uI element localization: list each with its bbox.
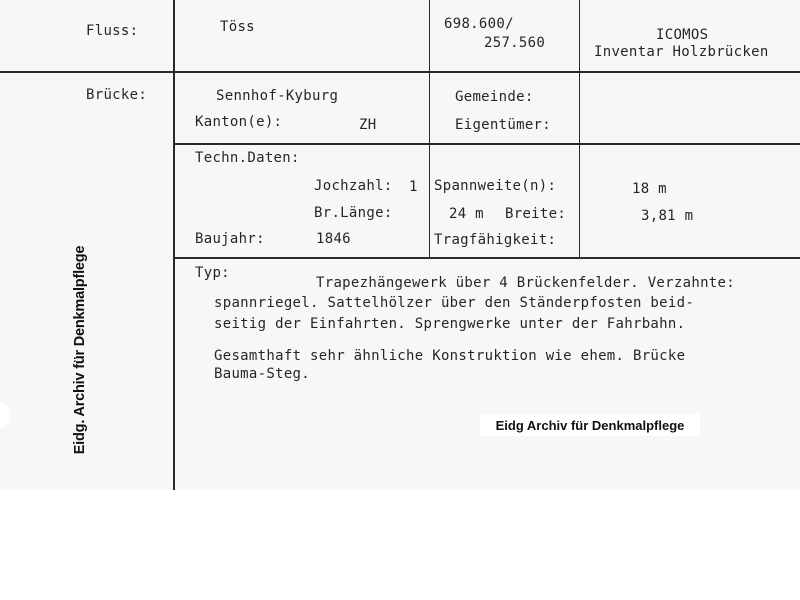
- vline-main: [173, 0, 175, 490]
- bridge-name: Sennhof-Kyburg: [216, 88, 339, 104]
- span-width-label: Spannweite(n):: [434, 178, 557, 194]
- coordinates-line1: 698.600/: [444, 16, 514, 32]
- type-line-4: Gesamthaft sehr ähnliche Konstruktion wie ehem. Brücke: [214, 348, 686, 364]
- spans-label: Jochzahl:: [314, 178, 393, 194]
- vline-right: [579, 0, 580, 258]
- capacity-label: Tragfähigkeit:: [434, 232, 557, 248]
- canton-label: Kanton(e):: [195, 114, 283, 130]
- divider-header: [0, 71, 800, 73]
- length-value: 24 m: [449, 206, 484, 222]
- tech-heading: Techn.Daten:: [195, 150, 300, 166]
- type-line-3: seitig der Einfahrten. Sprengwerke unter der Fahrbahn.: [214, 316, 686, 332]
- year-value: 1846: [316, 231, 351, 247]
- vline-mid: [429, 0, 430, 258]
- span-width-value: 18 m: [632, 181, 667, 197]
- org-title: ICOMOS: [656, 27, 709, 43]
- type-line-2: spannriegel. Sattelhölzer über den Ständerpfosten beid-: [214, 295, 695, 311]
- coordinates-line2: 257.560: [484, 35, 546, 51]
- year-label: Baujahr:: [195, 231, 265, 247]
- river-value: Töss: [220, 19, 255, 35]
- punch-hole: [0, 402, 10, 428]
- length-label: Br.Länge:: [314, 205, 393, 221]
- divider-tech: [174, 257, 800, 259]
- type-line-1: Trapezhängewerk über 4 Brückenfelder. Verzahnte:: [316, 275, 735, 291]
- bridge-label: Brücke:: [86, 87, 148, 103]
- river-label: Fluss:: [86, 23, 139, 39]
- spans-value: 1: [409, 179, 418, 195]
- archive-watermark: Eidg Archiv für Denkmalpflege: [480, 414, 700, 436]
- type-line-5: Bauma-Steg.: [214, 366, 311, 382]
- municipality-label: Gemeinde:: [455, 89, 534, 105]
- archive-stamp: Eidg. Archiv für Denkmalpflege: [72, 245, 88, 455]
- owner-label: Eigentümer:: [455, 117, 552, 133]
- canton-value: ZH: [359, 117, 377, 133]
- divider-bridge: [174, 143, 800, 145]
- type-label: Typ:: [195, 265, 230, 281]
- width-value: 3,81 m: [641, 208, 694, 224]
- inventory-title: Inventar Holzbrücken: [594, 44, 769, 60]
- width-label: Breite:: [505, 206, 567, 222]
